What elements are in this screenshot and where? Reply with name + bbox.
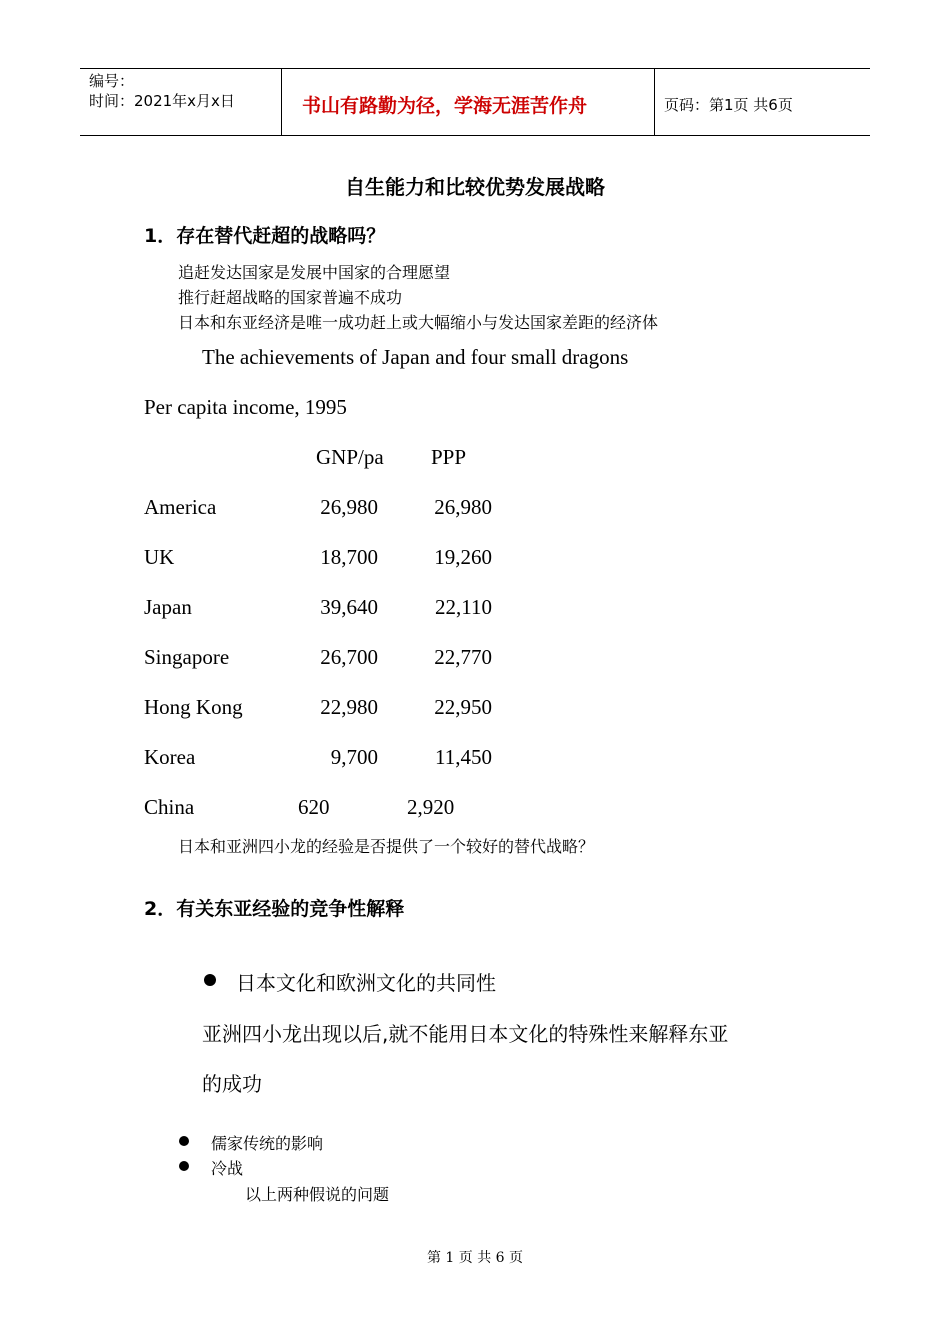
header-page-info: 页码：第1页 共6页: [664, 96, 793, 114]
header-divider-2: [654, 68, 655, 136]
table-cell-gnp: 22,980: [320, 695, 378, 719]
section2-para-line-1: 亚洲四小龙出现以后,就不能用日本文化的特殊性来解释东亚: [202, 1022, 729, 1046]
section2-heading: 2．有关东亚经验的竞争性解释: [144, 898, 405, 920]
table-row-country: Singapore: [144, 645, 230, 669]
table-caption: Per capita income, 1995: [144, 395, 347, 419]
table-cell-ppp: 19,260: [434, 545, 492, 569]
header-top-border: [80, 68, 870, 69]
document-title: 自生能力和比较优势发展战略: [345, 175, 605, 199]
section1-line-3: 日本和东亚经济是唯一成功赶上或大幅缩小与发达国家差距的经济体: [178, 313, 659, 332]
bullet-icon: [179, 1161, 189, 1171]
header-number-label: 编号：: [89, 72, 135, 90]
section1-question: 日本和亚洲四小龙的经验是否提供了一个较好的替代战略？: [178, 837, 595, 856]
section2-bullet-2: 儒家传统的影响: [211, 1134, 324, 1153]
section2-note: 以上两种假说的问题: [245, 1185, 390, 1204]
english-heading: The achievements of Japan and four small dragons: [202, 345, 629, 369]
section1-line-1: 追赶发达国家是发展中国家的合理愿望: [178, 263, 451, 282]
table-cell-gnp: 26,700: [320, 645, 378, 669]
table-cell-gnp: 18,700: [320, 545, 378, 569]
table-cell-gnp: 9,700: [330, 745, 378, 769]
table-row-country: China: [144, 795, 195, 819]
section2-bullet-1: 日本文化和欧洲文化的共同性: [236, 971, 496, 995]
table-cell-ppp: 11,450: [435, 745, 492, 769]
bullet-icon: [204, 974, 216, 986]
header-bottom-border: [80, 135, 870, 136]
section2-bullet-3: 冷战: [211, 1159, 244, 1178]
table-row-country: Japan: [144, 595, 192, 619]
table-cell-ppp: 2,920: [407, 795, 455, 819]
column-header-gnp: GNP/pa: [316, 445, 384, 469]
section1-heading: 1．存在替代赶超的战略吗？: [144, 225, 386, 247]
table-cell-gnp: 26,980: [320, 495, 378, 519]
table-row-country: Korea: [144, 745, 196, 769]
table-cell-ppp: 22,950: [434, 695, 492, 719]
table-cell-gnp: 620: [298, 795, 330, 819]
table-cell-gnp: 39,640: [320, 595, 378, 619]
table-row-country: UK: [144, 545, 175, 569]
header-divider-1: [281, 68, 282, 136]
section2-para-line-2: 的成功: [202, 1072, 262, 1096]
section1-line-2: 推行赶超战略的国家普遍不成功: [178, 288, 403, 307]
header-motto: 书山有路勤为径，学海无涯苦作舟: [302, 95, 588, 117]
column-header-ppp: PPP: [431, 445, 467, 469]
header-time-label: 时间：2021年x月x日: [89, 92, 235, 110]
bullet-icon: [179, 1136, 189, 1146]
table-row-country: Hong Kong: [144, 695, 243, 719]
table-cell-ppp: 22,770: [434, 645, 492, 669]
table-row-country: America: [144, 495, 217, 519]
table-cell-ppp: 26,980: [434, 495, 492, 519]
table-cell-ppp: 22,110: [435, 595, 492, 619]
page-footer: 第 1 页 共 6 页: [426, 1250, 524, 1266]
